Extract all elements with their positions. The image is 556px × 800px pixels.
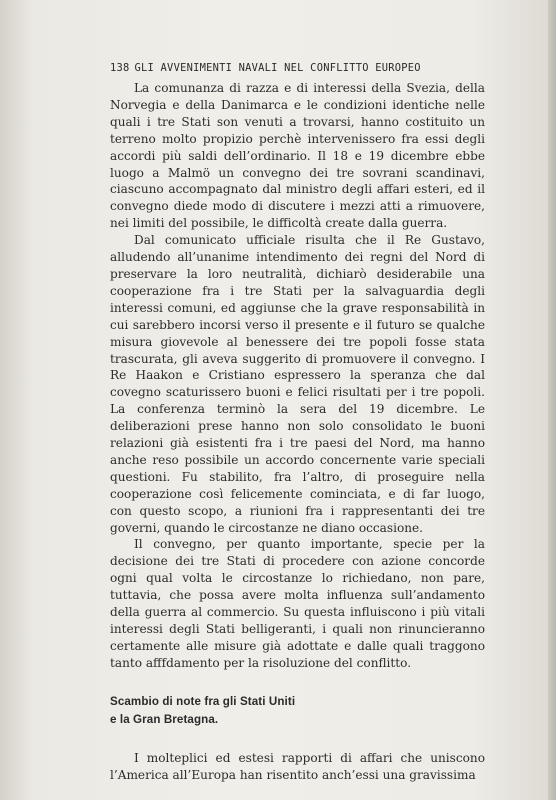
section-heading-line-1: Scambio di note fra gli Stati Uniti	[110, 694, 296, 708]
paragraph-1: La comunanza di razza e di interessi della Svezia, della Norvegia e della Danimarca e le condizioni identiche nelle quali i tre Stati son venuti a trovarsi, hanno costituito un terreno molto propizio perchè intervenissero fra essi degli accordi più saldi dell’ordinario. Il 18 e 19 dicembre ebbe luogo a Malmö un convegno dei tre sovrani scandinavi, ciascuno accompagnato dal ministro degli affari esteri, ed il convegno diede modo di discutere i mezzi atti a rimuovere, nei limiti del possibile, le difficoltà create dalla guerra.	[110, 81, 485, 231]
running-header	[110, 61, 485, 75]
running-title: GLI AVVENIMENTI NAVALI NEL CONFLITTO EUROPEO	[134, 62, 421, 74]
page-number: 138	[110, 62, 130, 74]
paragraph-4: I molteplici ed estesi rapporti di affari che uniscono l’America all’Europa han risentito anch’essi una gravissima	[110, 750, 485, 782]
section-heading-line-2: e la Gran Bretagna.	[110, 712, 219, 726]
paragraph-2: Dal comunicato ufficiale risulta che il Re Gustavo, alludendo all’unanime intendimento dei regni del Nord di preservare la loro neutralità, dichiarò desiderabile una cooperazione fra i tre Stati per la salvaguardia degli interessi comuni, ed aggiunse che la grave responsabilità in cui sarebbero incorsi verso il presente e il futuro se qualche misura giovevole al benessere dei tre popoli fosse stata trascurata, gli aveva suggerito di promuovere il convegno. I Re Haakon e Cristiano espressero la speranza che dal covegno scaturissero buoni e felici risultati per i tre popoli. La conferenza terminò la sera del 19 dicembre. Le deliberazioni prese hanno non solo consolidato le buoni relazioni già esistenti fra i tre paesi del Nord, ma hanno anche reso possibile un accordo concernente varie speciali questioni. Fu stabilito, fra l’altro, di proseguire nella cooperazione così felicemente cominciata, e di far luogo, con questo scopo, a riunioni fra i rappresentanti dei tre governi, quando le circostanze ne diano occasione.	[110, 233, 485, 535]
page-content	[110, 61, 485, 784]
page-edge-shadow	[548, 0, 556, 800]
paragraph-3: Il convegno, per quanto importante, specie per la decisione dei tre Stati di procedere con azione concorde ogni qual volta le circostanze lo richiedano, non pare, tuttavia, che possa avere molta influenza sull’andamento della guerra al commercio. Su questa influiscono i più vitali interessi degli Stati belligeranti, i quali non rinuncieranno certamente alle misure già adottate e dalle quali traggono tanto afffdamento per la risoluzione del conflitto.	[110, 537, 485, 670]
section-heading	[110, 693, 485, 729]
